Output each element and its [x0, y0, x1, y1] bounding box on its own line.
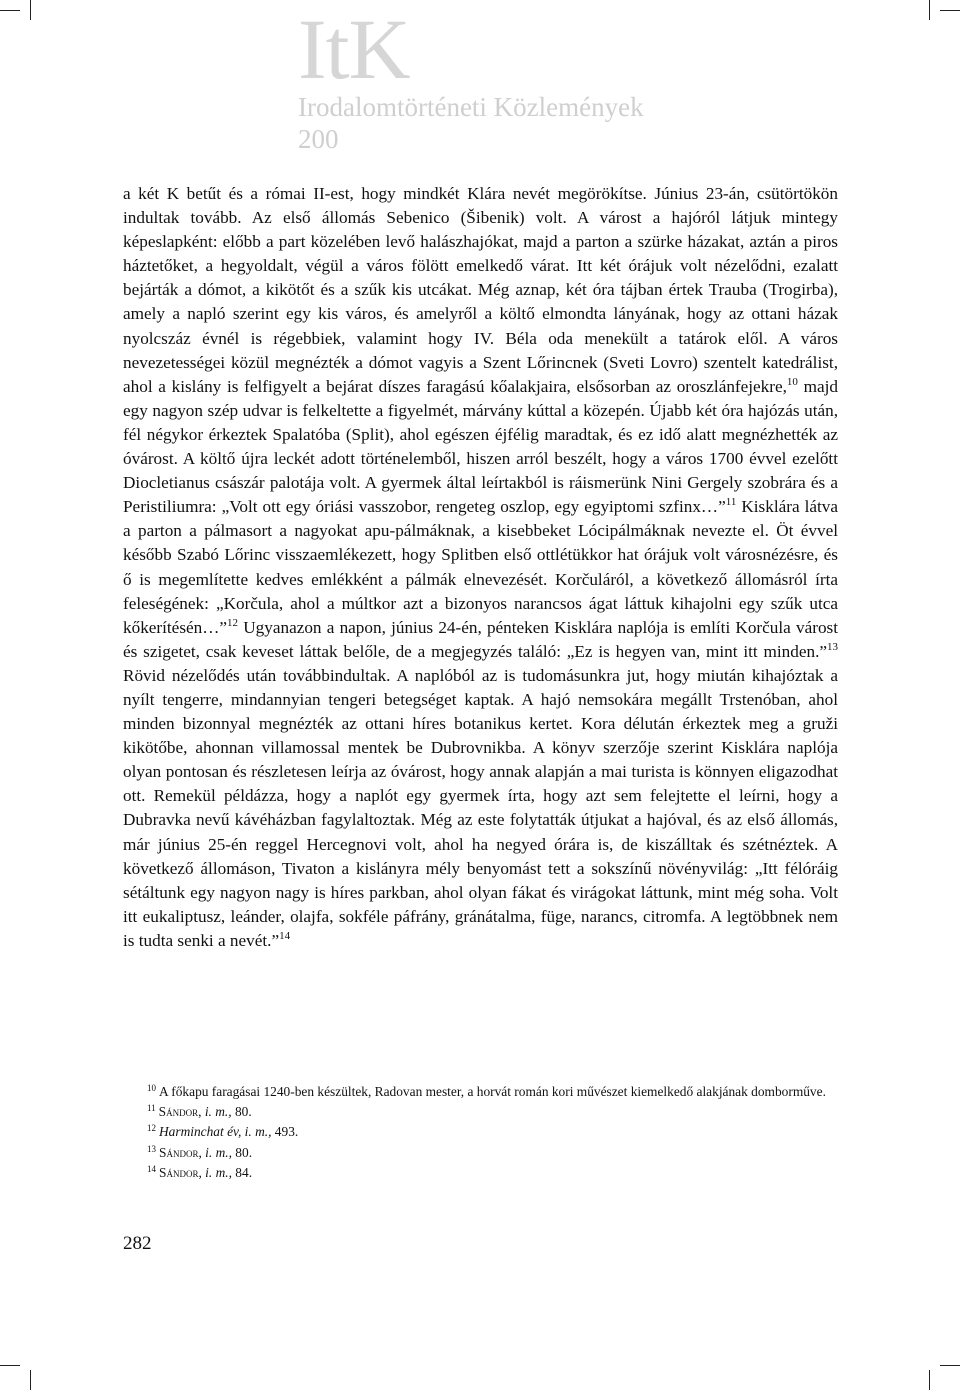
journal-header — [298, 1, 644, 156]
crop-mark — [0, 10, 20, 11]
crop-mark — [940, 10, 960, 11]
footnote-12: $^{12}$ Harminchat év, i. m., 493. — [147, 1123, 299, 1140]
crop-mark — [30, 0, 31, 20]
footnote-ref-11[interactable]: 11 — [725, 496, 737, 509]
body-paragraph: a két K betűt és a római II-est, hogy mindkét Klára nevét megörökítse. Június 23-án, csütörtökön indultak tovább. Az első állomás Sebenico (Šibenik) volt. A várost a hajóról látjuk mintegy képeslapként: előbb a part közelében levő halászhajókat, majd a parton a szürke házakat, aztán a piros háztetőket, a hegyoldalt, végül a város fölött emelkedő várat. Itt két órájuk volt nézelődni, ezalatt bejárták a dómot, a kikötőt és a szűk kis utcákat. Még aznap, két óra tájban értek Trauba (Trogirba), amely a napló szerint egy kis város, és amelyről a költő elmondta lányának, hogy az ottani házak nyolcszáz évnél is régebbiek, valamint hogy IV. Béla oda menekült a tatárok elől. A város nevezetességei közül megnézték a dómot vagyis a Szent Lőrincnek (Sveti Lovro) szentelt katedrálist, ahol a kislány is felfigyelt a bejárat díszes faragású kőalakjaira, elsősorban az oroszlánfejekre,$^{10}$ majd egy nagyon szép udvar is felkeltette a figyelmét, márvány kúttal a közepén. Újabb két óra hajózás után, fél négykor érkeztek Spalatóba (Split), ahol egészen éjfélig maradtak, és ez idő alatt megnézhették az óvárost. A költő újra leckét adott történelemből, hiszen arról beszélt, hogy a város 1700 évvel ezelőtt Diocletianus császár palotája volt. A gyermek által leírtakból is ráismerünk Nini Gergely szobrára és a Peristiliumra: „Volt ott egy óriási vasszobor, rengeteg oszlop, egy egyiptomi szfinx…”$^{11}$ Kisklára látva a parton a pálmasort a nagyokat apu-pálmáknak, a kisebbeket Lócipálmáknak nevezte el. Öt évvel később Szabó Lőrinc visszaemlékezett, hogy Splitben első ottlétükkor hat órájuk volt városnézésre, és ő is megemlítette kedves emlékként a pálmák elnevezését. Korčuláról, a következő állomásról írta feleségének: „Korčula, ahol a múltkor azt a bizonyos narancsos ágat láttuk kihajolni egy szűk utca kőkerítésén…”$^{12}$ Ugyanazon a napon, június 24-én, pénteken Kisklára naplója is említi Korčula várost és szigetet, csak keveset láttak belőle, de a megjegyzés találó: „Ez is hegyen van, mint itt minden.”$^{13}$ Rövid nézelődés után továbbindultak. A naplóból az is tudomásunkra jut, hogy miután kihajóztak a nyílt tengerre, mindannyian tengeri betegséget kaptak. A hajó nemsokára megállt Trstenóban, ahol minden bizonnyal megnézték az ottani híres botanikus kertet. Kora délután érkeztek meg a gruži kikötőbe, ahonnan villamossal mentek be Dubrovnikba. A könyv szerzője szerint Kisklára naplója olyan pontosan és részletesen leírja az óvárost, hogy annak alapján a mai turista is könnyen eligazodhat ott. Remekül példázza, hogy a naplót egy gyermek írta, hogy azt sem felejtette el leírni, hogy a Dubravka nevű kávéházban fagylaltoztak. Még az este folytatták útjukat a hajóval, és az első állomás, már június 25-én reggel Hercegnovi volt, ahol ha negyed órára is, de kiszálltak és szétnéztek. A következő állomáson, Tivaton a kislányra mély benyomást tett a sokszínű növényvilág: „Itt félóráig sétáltunk egy nagyon nagy is híres parkban, ahol olyan fákat és virágokat láttunk, mint még soha. Volt itt eukaliptusz, leánder, olajfa, sokféle páfrány, gránátalma, füge, narancs, citromfa. A legtöbbnek nem is tudta senki a nevét.”$^{14}$ — [123, 184, 838, 950]
crop-mark — [929, 0, 930, 20]
footnote-10: $^{10}$ A főkapu faragásai 1240-ben készültek, Radovan mester, a horvát román kori művészet kiemelkedő alakjának domborműve. — [147, 1083, 826, 1099]
footnotes — [123, 1082, 838, 1183]
crop-mark — [0, 1365, 20, 1366]
crop-mark — [940, 1365, 960, 1366]
page-number: 282 — [123, 1233, 152, 1254]
footnote-ref-13[interactable]: 13 — [827, 640, 838, 653]
footnote-ref-12[interactable]: 12 — [227, 616, 239, 629]
footnote-14: $^{14}$ Sándor, i. m., 84. — [147, 1163, 253, 1180]
footnote-11: $^{11}$ Sándor, i. m., 80. — [147, 1103, 252, 1120]
journal-title: Irodalomtörténeti Közlemények — [298, 92, 644, 122]
journal-logo: ItK — [298, 1, 410, 97]
crop-mark — [30, 1370, 31, 1390]
crop-mark — [929, 1370, 930, 1390]
footnote-ref-10[interactable]: 10 — [786, 375, 798, 388]
issue-number: 200 — [298, 124, 339, 154]
footnote-13: $^{13}$ Sándor, i. m., 80. — [147, 1143, 253, 1160]
footnote-ref-14[interactable]: 14 — [279, 929, 291, 942]
